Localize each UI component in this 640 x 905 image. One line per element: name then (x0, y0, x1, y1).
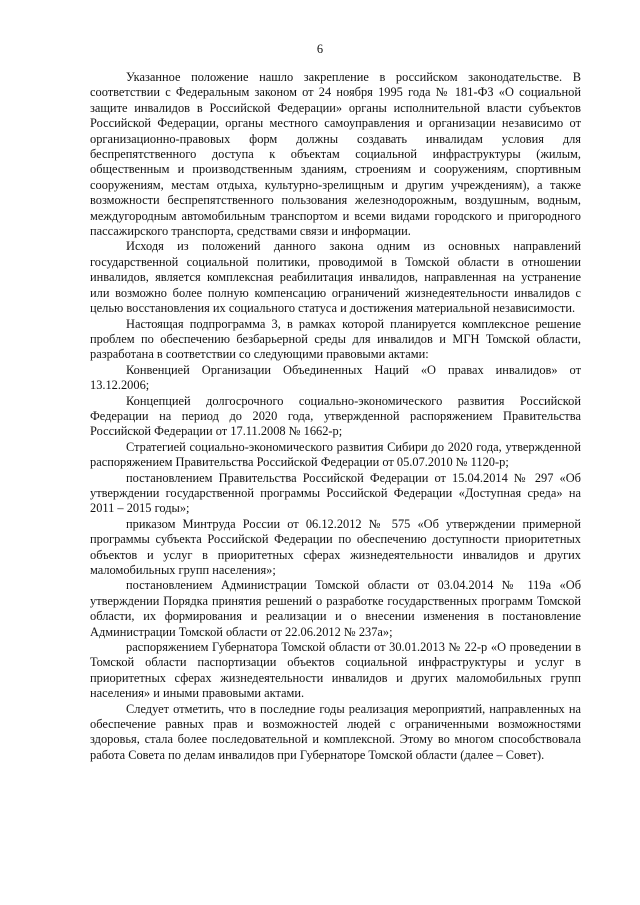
page-number: 6 (316, 42, 324, 56)
paragraph-siberia-strategy: Стратегией социально-экономического развития Сибири до 2020 года, утвержденной распоряжением Правительства Российской Федерации от 05.07.2010 № 1120-р; (90, 439, 581, 470)
paragraph-un-convention: Конвенцией Организации Объединенных Наций «О правах инвалидов» от 13.12.2006; (90, 362, 581, 393)
paragraph-concept-2020: Концепцией долгосрочного социально-экономического развития Российской Федерации на период до 2020 года, утвержденной распоряжением Правительства Российской Федерации от 17.11.2008 № 1662-р; (90, 393, 581, 439)
paragraph-council: Следует отметить, что в последние годы реализация мероприятий, направленных на обеспечение равных прав и возможностей людей с ограниченными возможностями здоровья, стала более последовательной и комплексной. Этому во многом способствовала работа Совета по делам инвалидов при Губернаторе Томской области (далее – Совет). (90, 701, 581, 762)
paragraph-legislation: Указанное положение нашло закрепление в российском законодательстве. В соответствии с Федеральным законом от 24 ноября 1995 года № 181-ФЗ «О социальной защите инвалидов в Российской Федерации» органы исполнительной власти субъектов Российской Федерации, органы местного самоуправления и организации независимо от организационно-правовых форм должны создавать инвалидам условия для беспрепятственного доступа к объектам социальной инфраструктуры (жилым, общественным и производственным зданиям, строениям и сооружениям, спортивным сооружениям, местам отдыха, культурно-зрелищным и другим учреждениям), а также возможности беспрепятственного пользования железнодорожным, воздушным, водным, междугородным автомобильным транспортом и всеми видами городского и пригородного пассажирского транспорта, средствами связи и информации. (90, 70, 581, 239)
paragraph-subprogram: Настоящая подпрограмма 3, в рамках которой планируется комплексное решение проблем по обеспечению безбарьерной среды для инвалидов и МГН Томской области, разработана в соответствии со следующими правовыми актами: (90, 316, 581, 362)
body-text (90, 70, 581, 763)
paragraph-government-decree: постановлением Правительства Российской Федерации от 15.04.2014 № 297 «Об утверждении государственной программы Российской Федерации «Доступная среда» на 2011 – 2015 годы»; (90, 470, 581, 516)
paragraph-mintrud-order: приказом Минтруда России от 06.12.2012 № 575 «Об утверждении примерной программы субъекта Российской Федерации по обеспечению доступности приоритетных объектов и услуг в приоритетных сферах жизнедеятельности инвалидов и других маломобильных групп населения»; (90, 516, 581, 577)
paragraph-social-policy: Исходя из положений данного закона одним из основных направлений государственной социальной политики, проводимой в Томской области в отношении инвалидов, является комплексная реабилитация инвалидов, направленная на устранение или возможно более полную компенсацию ограничений жизнедеятельности инвалидов с целью восстановления их социального статуса и достижения материальной независимости. (90, 239, 581, 316)
paragraph-administration-decree: постановлением Администрации Томской области от 03.04.2014 № 119а «Об утверждении Порядка принятия решений о разработке государственных программ Томской области, их формирования и реализации и о внесении изменения в постановление Администрации Томской области от 22.06.2012 № 237а»; (90, 578, 581, 639)
paragraph-governor-order: распоряжением Губернатора Томской области от 30.01.2013 № 22-р «О проведении в Томской области паспортизации объектов социальной инфраструктуры и услуг в приоритетных сферах жизнедеятельности инвалидов и других маломобильных групп населения» и иными правовыми актами. (90, 640, 581, 701)
